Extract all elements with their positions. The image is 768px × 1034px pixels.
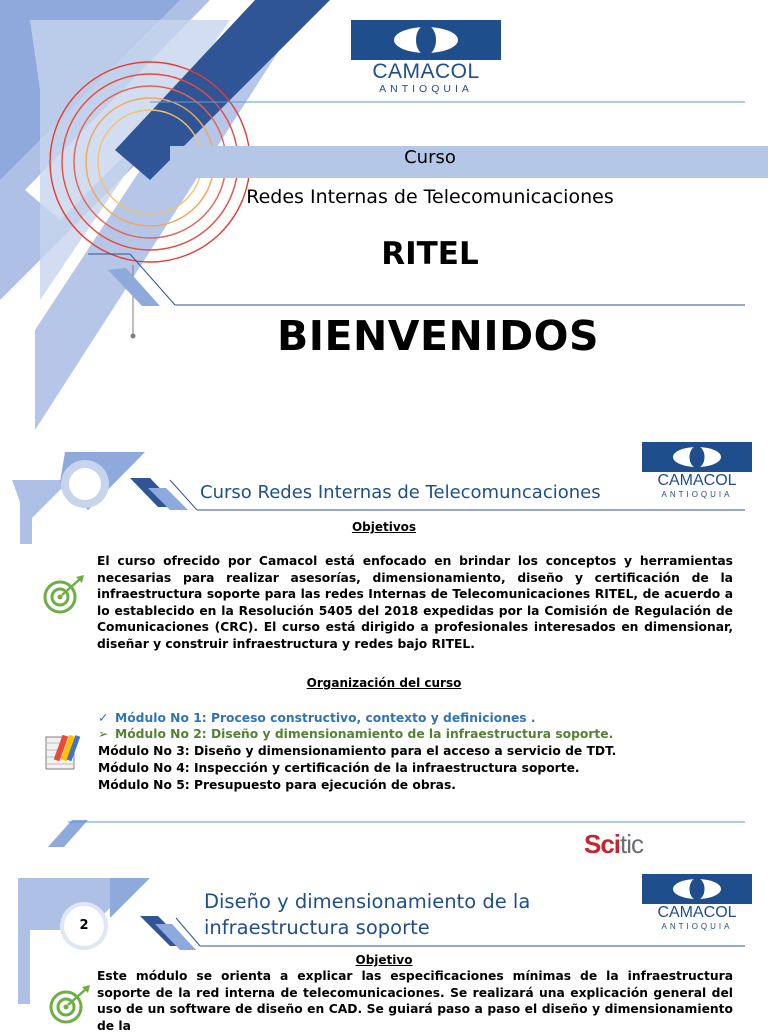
- objetivos-heading: Objetivos: [351, 520, 417, 534]
- camacol-logo: [642, 874, 752, 936]
- objetivo-text: Este módulo se orienta a explicar las especificaciones mínimas de la infraestructura soporte de la red interna de telecomunicaciones. Se realizará una explicación general del uso de un software de diseño en CAD. Se guiará paso a paso el diseño y dimensionamiento de la: [97, 969, 733, 1033]
- module-item: Módulo No 3: Diseño y dimensionamiento para el acceso a servicio de TDT.: [98, 744, 617, 758]
- camacol-emblem-icon: [642, 874, 752, 904]
- slide1-welcome-title: BIENVENIDOS: [276, 312, 600, 360]
- slide1-course-name: Redes Internas de Telecomunicaciones: [246, 186, 614, 208]
- target-icon: [51, 985, 90, 1022]
- logo-name: CAMACOL: [657, 472, 737, 489]
- slide3-header: [204, 889, 530, 941]
- module-item: Módulo No 5: Presupuesto para ejecución de obras.: [98, 778, 456, 792]
- camacol-emblem-icon: [351, 20, 501, 60]
- logo-sub: ANTIOQUIA: [661, 490, 733, 499]
- notebook-icon: [46, 735, 80, 769]
- module-item: ➢ Módulo No 2: Diseño y dimensionamiento de la infraestructura soporte.: [98, 727, 614, 741]
- objetivo-heading: Objetivo: [355, 953, 413, 967]
- slide-welcome: [0, 0, 768, 430]
- logo-name: CAMACOL: [657, 904, 737, 921]
- slide-module-2: [0, 864, 768, 1033]
- slide-course-overview: [0, 432, 768, 862]
- target-icon: [45, 575, 84, 612]
- slide3-header-line2: infraestructura soporte: [204, 916, 430, 939]
- organizacion-heading: Organización del curso: [306, 676, 462, 690]
- logo-name: CAMACOL: [372, 60, 480, 83]
- camacol-emblem-icon: [642, 442, 752, 472]
- slide1-ritel: RITEL: [381, 236, 479, 272]
- logo-sub: ANTIOQUIA: [379, 83, 473, 95]
- scitic-logo: Scitic: [584, 829, 644, 859]
- camacol-logo: [642, 442, 752, 504]
- slide1-curso: Curso: [404, 147, 456, 168]
- module-item: Módulo No 4: Inspección y certificación de la infraestructura soporte.: [98, 761, 580, 775]
- module-item: ✓ Módulo No 1: Proceso constructivo, contexto y definiciones .: [98, 711, 536, 725]
- slide3-header-line1: Diseño y dimensionamiento de la: [204, 890, 531, 913]
- slide2-header: Curso Redes Internas de Telecomuncaciones: [200, 482, 601, 503]
- objetivos-text: El curso ofrecido por Camacol está enfocado en brindar los conceptos y herramientas necesarias para realizar asesorías, dimensionamiento, diseño y certificación de la infraestructura soporte para las redes Internas de Telecomunicaciones RITEL, de acuerdo a lo establecido en la Resolución 5405 del 2018 expedidas por la Comisión de Regulación de Comunicaciones (CRC). El curso está dirigido a profesionales interesados en dimensionar, diseñar y construir infraestructura y redes bajo RITEL.: [97, 554, 733, 651]
- module-number-badge: 2: [64, 906, 104, 946]
- logo-sub: ANTIOQUIA: [661, 922, 733, 931]
- camacol-logo: [351, 20, 501, 98]
